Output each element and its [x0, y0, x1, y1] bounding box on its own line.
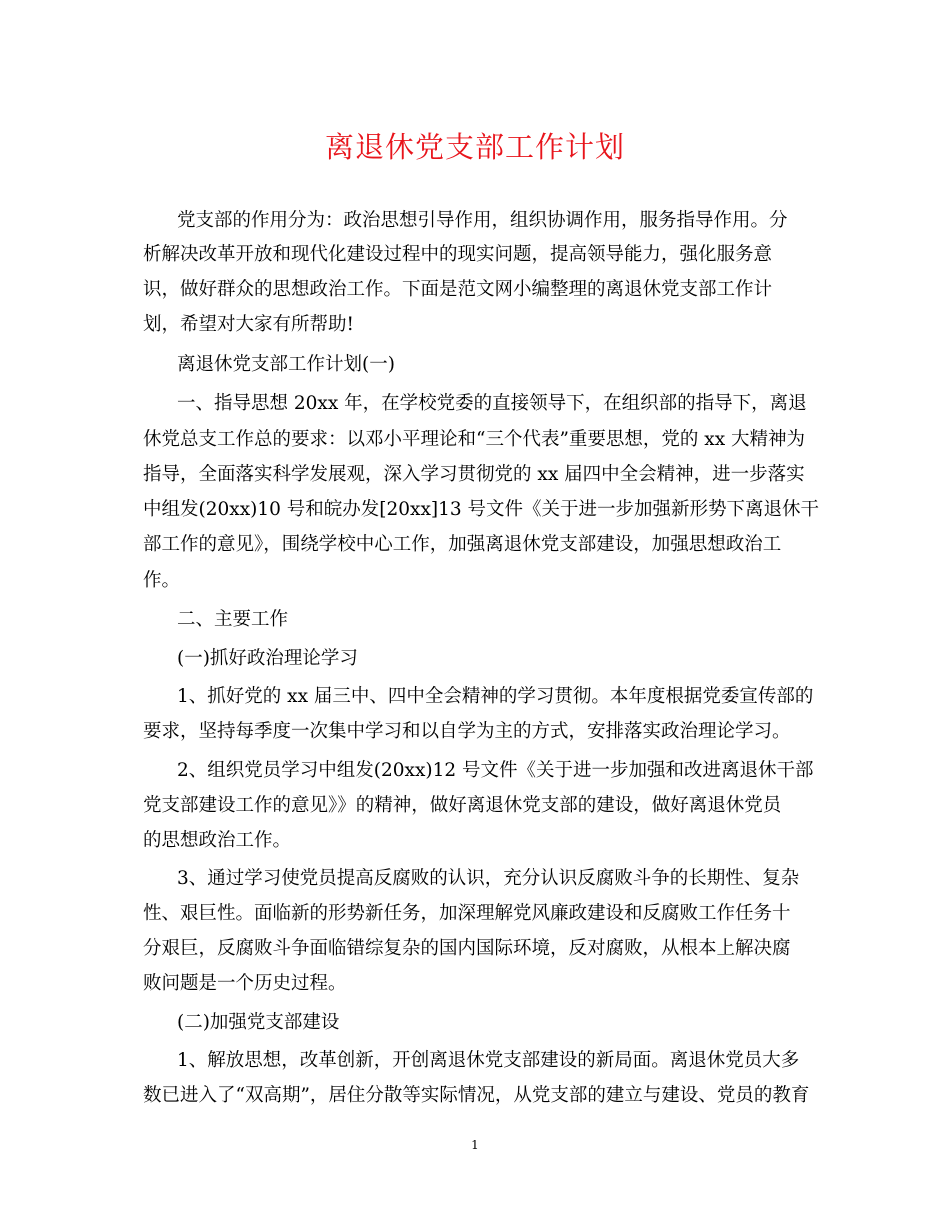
paragraph-line: 析解决改革开放和现代化建设过程中的现实问题，提高领导能力，强化服务意: [143, 244, 773, 265]
paragraph-line: 分艰巨，反腐败斗争面临错综复杂的国内国际环境，反对腐败，从根本上解决腐: [143, 938, 791, 959]
paragraph-line: 的思想政治工作。: [143, 830, 292, 851]
paragraph-line: 败问题是一个历史过程。: [143, 973, 347, 994]
paragraph-line: 1、抓好党的 xx 届三中、四中全会精神的学习贯彻。本年度根据党委宣传部的: [177, 686, 814, 707]
subsection-heading: (一)抓好政治理论学习: [177, 648, 358, 669]
paragraph-line: 休党总支工作总的要求：以邓小平理论和“三个代表”重要思想，党的 xx 大精神为: [143, 429, 806, 450]
paragraph-line: 1、解放思想，改革创新，开创离退休党支部建设的新局面。离退休党员大多: [177, 1050, 800, 1071]
paragraph-line: 党支部建设工作的意见》》的精神，做好离退休党支部的建设，做好离退休党员: [143, 795, 782, 816]
section-heading: 二、主要工作: [177, 609, 289, 630]
paragraph-line: 部工作的意见》，围绕学校中心工作，加强离退休党支部建设，加强思想政治工: [143, 534, 782, 555]
paragraph-line: 2、组织党员学习中组发(20xx)12 号文件《关于进一步加强和改进离退休干部: [177, 760, 814, 781]
paragraph-line: 数已进入了“双高期”，居住分散等实际情况，从党支部的建立与建设、党员的教育: [143, 1085, 810, 1106]
paragraph-line: 指导，全面落实科学发展观，深入学习贯彻党的 xx 届四中全会精神，进一步落实: [143, 464, 805, 485]
paragraph-line: 划，希望对大家有所帮助!: [143, 314, 354, 335]
subsection-heading: (二)加强党支部建设: [177, 1012, 340, 1033]
paragraph-line: 性、艰巨性。面临新的形势新任务，加深理解党风廉政建设和反腐败工作任务十: [143, 903, 791, 924]
paragraph-line: 3、通过学习使党员提高反腐败的认识，充分认识反腐败斗争的长期性、复杂: [177, 868, 800, 889]
document-title: 离退休党支部工作计划: [324, 130, 625, 164]
paragraph-line: 党支部的作用分为：政治思想引导作用，组织协调作用，服务指导作用。分: [177, 210, 788, 231]
section-heading: 离退休党支部工作计划(一): [177, 354, 395, 375]
page-number: 1: [471, 1138, 479, 1152]
paragraph-line: 中组发(20xx)10 号和皖办发[20xx]13 号文件《关于进一步加强新形势下离退休干: [143, 499, 820, 520]
paragraph-line: 作。: [143, 570, 181, 591]
paragraph-line: 识，做好群众的思想政治工作。下面是范文网小编整理的离退休党支部工作计: [143, 279, 773, 300]
paragraph-line: 要求，坚持每季度一次集中学习和以自学为主的方式，安排落实政治理论学习。: [143, 721, 791, 742]
paragraph-line: 一、指导思想 20xx 年，在学校党委的直接领导下，在组织部的指导下，离退: [177, 393, 807, 414]
